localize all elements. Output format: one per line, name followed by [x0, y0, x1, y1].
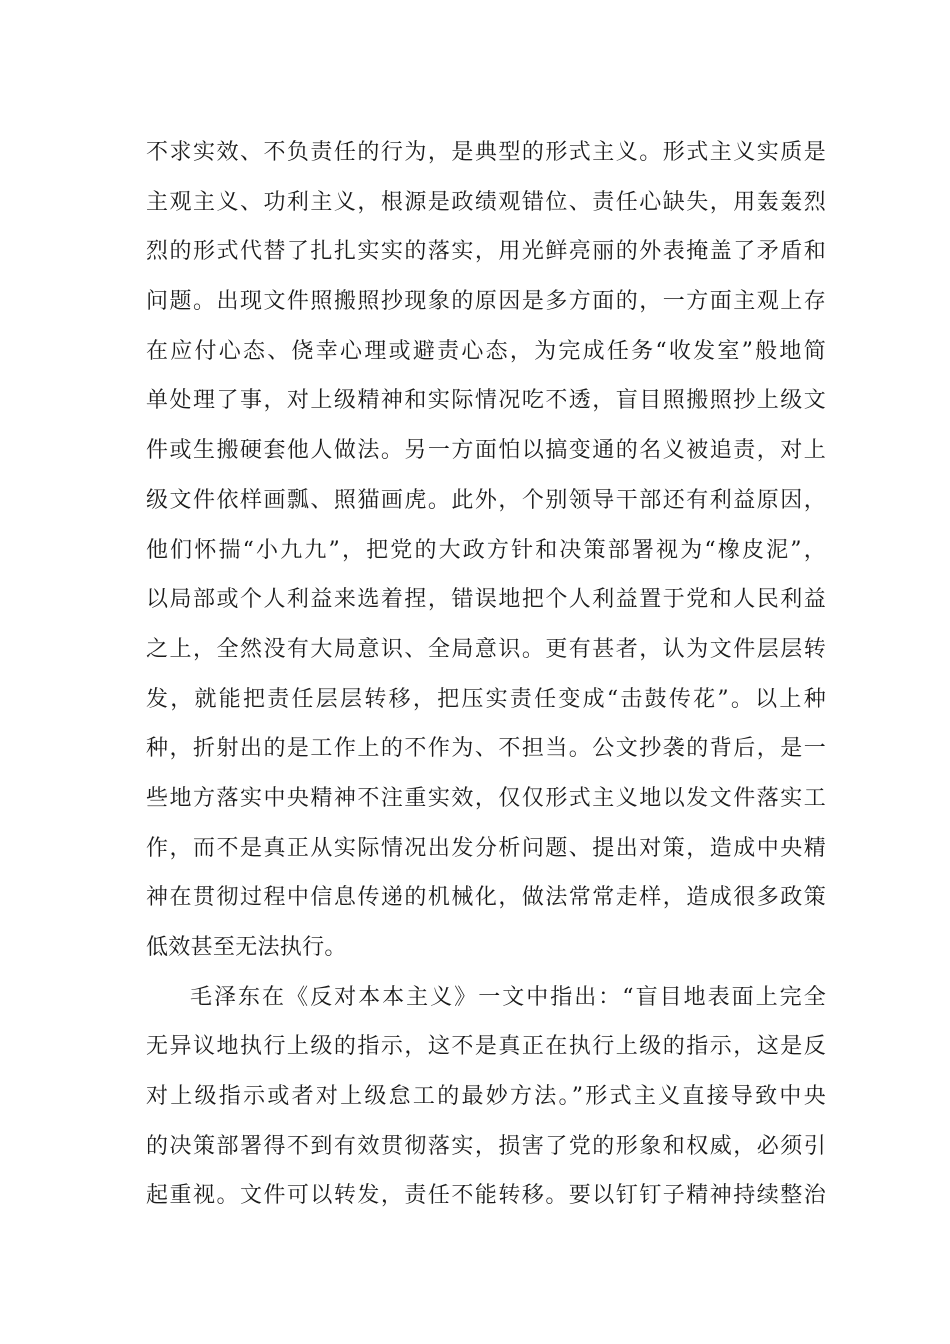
text-line: 的决策部署得不到有效贯彻落实，损害了党的形象和权威，必须引	[146, 1133, 826, 1159]
text-line: 起重视。文件可以转发，责任不能转移。要以钉钉子精神持续整治	[146, 1183, 826, 1209]
text-line: 对上级指示或者对上级怠工的最妙方法。”形式主义直接导致中央	[146, 1084, 826, 1110]
text-line: 不求实效、不负责任的行为，是典型的形式主义。形式主义实质是	[146, 140, 826, 165]
paragraph-1	[146, 133, 826, 978]
paragraph-2	[146, 978, 826, 1226]
text-line: 主观主义、功利主义，根源是政绩观错位、责任心缺失，用轰轰烈	[146, 189, 826, 215]
text-line: 问题。出现文件照搬照抄现象的原因是多方面的，一方面主观上存	[146, 289, 826, 315]
text-line: 之上，全然没有大局意识、全局意识。更有甚者，认为文件层层转	[146, 636, 826, 662]
text-line: 无异议地执行上级的指示，这不是真正在执行上级的指示，这是反	[146, 1034, 826, 1060]
text-line: 毛泽东在《反对本本主义》一文中指出：“盲目地表面上完全	[190, 984, 826, 1010]
text-line: 单处理了事，对上级精神和实际情况吃不透，盲目照搬照抄上级文	[146, 388, 826, 414]
text-line: 烈的形式代替了扎扎实实的落实，用光鲜亮丽的外表掩盖了矛盾和	[146, 239, 826, 265]
text-line: 件或生搬硬套他人做法。另一方面怕以搞变通的名义被追责，对上	[146, 438, 826, 464]
text-line: 种，折射出的是工作上的不作为、不担当。公文抄袭的背后，是一	[146, 736, 826, 762]
text-line: 他们怀揣“小九九”，把党的大政方针和决策部署视为“橡皮泥”，	[146, 537, 826, 563]
text-line: 发，就能把责任层层转移，把压实责任变成“击鼓传花”。以上种	[146, 686, 826, 712]
document-body	[146, 133, 826, 1226]
text-line: 些地方落实中央精神不注重实效，仅仅形式主义地以发文件落实工	[146, 785, 826, 811]
text-line: 神在贯彻过程中信息传递的机械化，做法常常走样，造成很多政策	[146, 885, 826, 911]
text-line: 在应付心态、侥幸心理或避责心态，为完成任务“收发室”般地简	[146, 338, 826, 364]
text-line: 作，而不是真正从实际情况出发分析问题、提出对策，造成中央精	[146, 835, 826, 861]
text-line: 以局部或个人利益来选着捏，错误地把个人利益置于党和人民利益	[146, 587, 826, 613]
text-line: 低效甚至无法执行。	[146, 935, 347, 960]
text-line: 级文件依样画瓢、照猫画虎。此外，个别领导干部还有利益原因，	[146, 487, 826, 513]
